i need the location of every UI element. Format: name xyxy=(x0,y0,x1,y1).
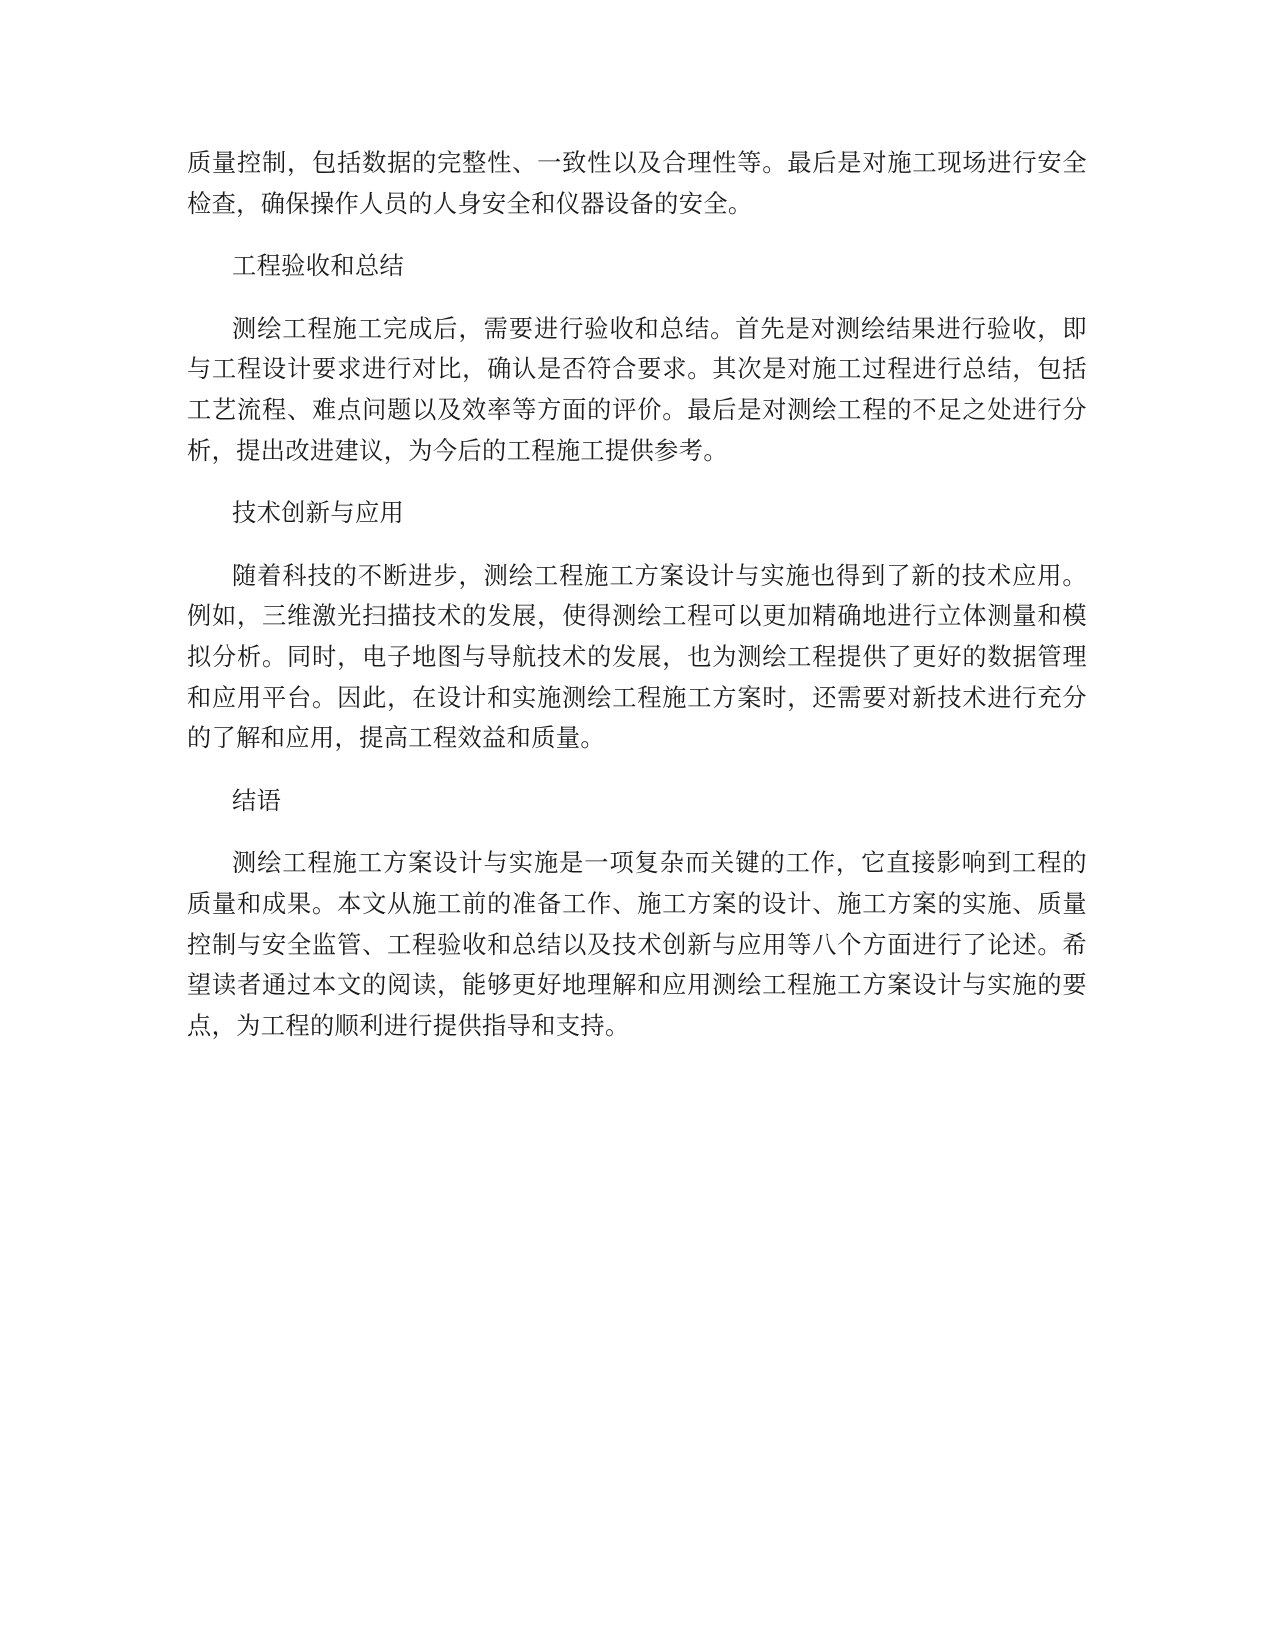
paragraph-quality-control-end: 质量控制，包括数据的完整性、一致性以及合理性等。最后是对施工现场进行安全检查，确保操作人员的人身安全和仪器设备的安全。 xyxy=(187,149,1087,218)
section-heading-acceptance: 工程验收和总结 xyxy=(232,252,405,281)
paragraph-acceptance: 测绘工程施工完成后，需要进行验收和总结。首先是对测绘结果进行验收，即与工程设计要求进行对比，确认是否符合要求。其次是对施工过程进行总结，包括工艺流程、难点问题以及效率等方面的评价。最后是对测绘工程的不足之处进行分析，提出改进建议，为今后的工程施工提供参考。 xyxy=(187,314,1087,465)
section-heading-conclusion: 结语 xyxy=(232,786,282,815)
section-heading-innovation: 技术创新与应用 xyxy=(232,499,405,528)
paragraph-innovation: 随着科技的不断进步，测绘工程施工方案设计与实施也得到了新的技术应用。例如，三维激光扫描技术的发展，使得测绘工程可以更加精确地进行立体测量和模拟分析。同时，电子地图与导航技术的发展，也为测绘工程提供了更好的数据管理和应用平台。因此，在设计和实施测绘工程施工方案时，还需要对新技术进行充分的了解和应用，提高工程效益和质量。 xyxy=(187,561,1087,753)
document-page xyxy=(187,143,1087,1046)
paragraph-conclusion: 测绘工程施工方案设计与实施是一项复杂而关键的工作，它直接影响到工程的质量和成果。本文从施工前的准备工作、施工方案的设计、施工方案的实施、质量控制与安全监管、工程验收和总结以及技术创新与应用等八个方面进行了论述。希望读者通过本文的阅读，能够更好地理解和应用测绘工程施工方案设计与实施的要点，为工程的顺利进行提供指导和支持。 xyxy=(187,849,1087,1040)
